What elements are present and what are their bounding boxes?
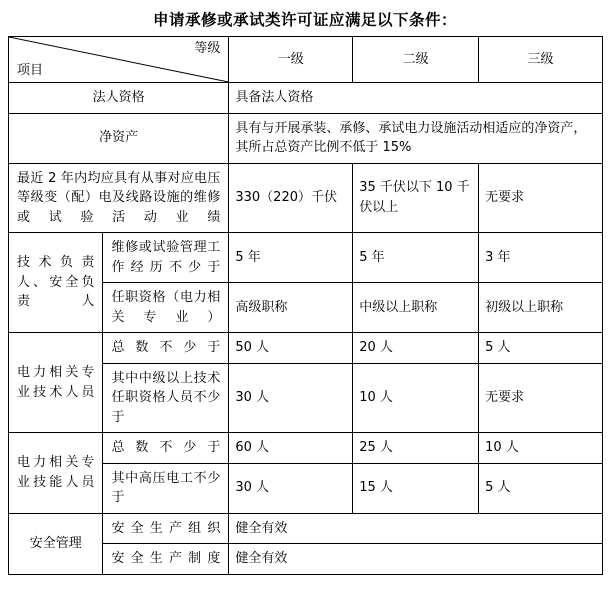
row-label-net-assets: 净资产 (9, 113, 229, 163)
row-value-safety-system: 健全有效 (229, 544, 603, 575)
row-value-technical-midlevel-lv2: 10 人 (353, 363, 479, 433)
row-value-technical-midlevel-lv3: 无要求 (479, 363, 603, 433)
row-value-high-voltage-lv3: 5 人 (479, 463, 603, 513)
header-level-2: 二级 (353, 37, 479, 83)
row-label-legal-person: 法人资格 (9, 83, 229, 114)
table-row (9, 433, 603, 464)
table-row (9, 513, 603, 544)
row-value-technical-total-lv2: 20 人 (353, 333, 479, 364)
row-value-net-assets: 具有与开展承装、承修、承试电力设施活动相适应的净资产，其所占总资产比例不低于 15% (229, 113, 603, 163)
table-row (9, 113, 603, 163)
row-sublabel-technical-total: 总数不少于 (103, 333, 229, 364)
requirements-table (8, 36, 603, 575)
row-value-skilled-total-lv1: 60 人 (229, 433, 353, 464)
row-value-high-voltage-lv2: 15 人 (353, 463, 479, 513)
header-grade-label: 等级 (194, 41, 221, 56)
table-row (9, 333, 603, 364)
row-sublabel-skilled-total: 总数不少于 (103, 433, 229, 464)
row-value-experience-lv1: 5 年 (229, 233, 353, 283)
header-level-3: 三级 (479, 37, 603, 83)
row-value-legal-person: 具备法人资格 (229, 83, 603, 114)
row-value-performance-lv3: 无要求 (479, 163, 603, 233)
row-value-qualification-lv1: 高级职称 (229, 283, 353, 333)
row-sublabel-technical-midlevel: 其中中级以上技术任职资格人员不少于 (103, 363, 229, 433)
row-value-technical-total-lv1: 50 人 (229, 333, 353, 364)
row-sublabel-high-voltage-electrician: 其中高压电工不少于 (103, 463, 229, 513)
row-value-skilled-total-lv2: 25 人 (353, 433, 479, 464)
row-value-experience-lv3: 3 年 (479, 233, 603, 283)
header-corner-cell (9, 37, 229, 83)
table-row (9, 233, 603, 283)
row-sublabel-qualification: 任职资格（电力相关专业） (103, 283, 229, 333)
row-value-high-voltage-lv1: 30 人 (229, 463, 353, 513)
row-value-technical-total-lv3: 5 人 (479, 333, 603, 364)
row-label-skilled-staff: 电力相关专业技能人员 (9, 433, 103, 514)
row-sublabel-safety-system: 安全生产制度 (103, 544, 229, 575)
row-label-technical-staff: 电力相关专业技术人员 (9, 333, 103, 433)
row-label-performance: 最近 2 年内均应具有从事对应电压等级变（配）电及线路设施的维修或试验活动业绩 (9, 163, 229, 233)
row-value-skilled-total-lv3: 10 人 (479, 433, 603, 464)
row-sublabel-safety-organization: 安全生产组织 (103, 513, 229, 544)
row-value-qualification-lv3: 初级以上职称 (479, 283, 603, 333)
row-label-tech-safety-leader: 技术负责人、安全负责人 (9, 233, 103, 333)
row-sublabel-management-experience: 维修或试验管理工作经历不少于 (103, 233, 229, 283)
header-level-1: 一级 (229, 37, 353, 83)
table-row (9, 163, 603, 233)
table-header-row (9, 37, 603, 83)
row-value-performance-lv1: 330（220）千伏 (229, 163, 353, 233)
table-row (9, 83, 603, 114)
header-item-label: 项目 (17, 62, 44, 78)
row-value-performance-lv2: 35 千伏以下 10 千伏以上 (353, 163, 479, 233)
page-title: 申请承修或承试类许可证应满足以下条件： (152, 11, 457, 29)
row-value-safety-organization: 健全有效 (229, 513, 603, 544)
row-value-technical-midlevel-lv1: 30 人 (229, 363, 353, 433)
row-label-safety-management: 安全管理 (9, 513, 103, 574)
row-value-qualification-lv2: 中级以上职称 (353, 283, 479, 333)
row-value-experience-lv2: 5 年 (353, 233, 479, 283)
